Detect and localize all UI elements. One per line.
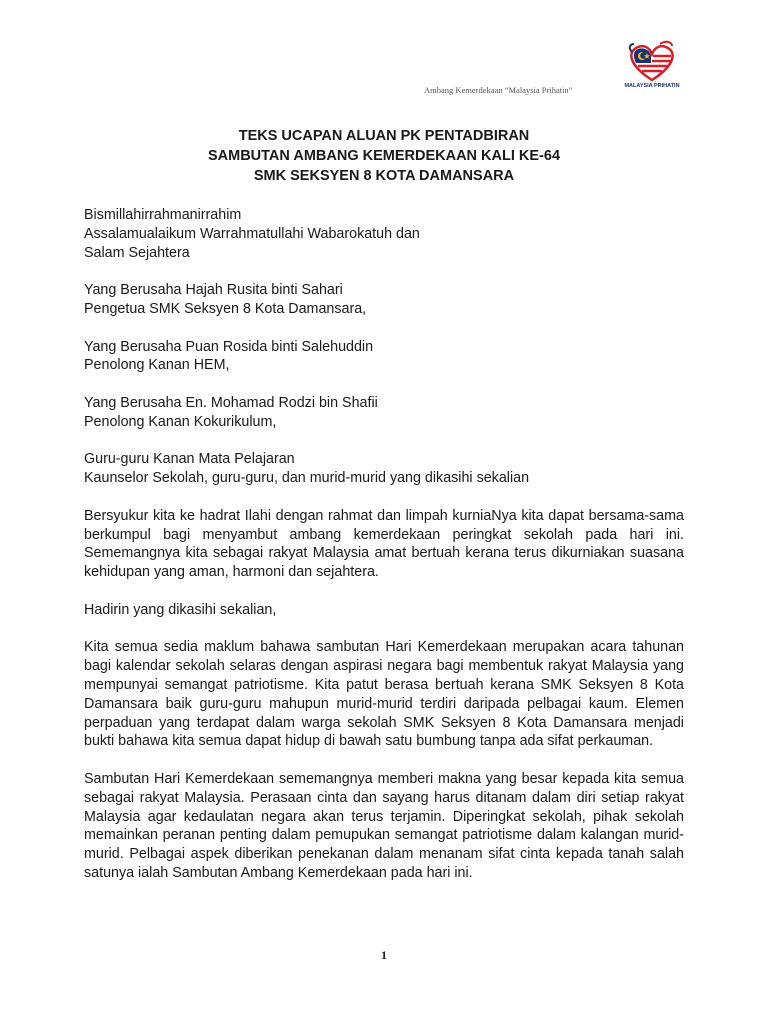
salutation-block [84, 394, 684, 432]
salutation-block [84, 338, 684, 376]
page-number: 1 [381, 948, 387, 962]
body-paragraph: Sambutan Hari Kemerdekaan sememangnya memberi makna yang besar kepada kita semua sebagai rakyat Malaysia. Perasaan cinta dan sayang harus ditanam dalam diri setiap rakyat Malaysia agar kedaulatan negara akan terus terjamin. Diperingkat sekolah, pihak sekolah memainkan peranan penting dalam pemupukan semangat patriotisme dalam kalangan murid-murid. Pelbagai aspek diberikan penekanan dalam menanam sifat cinta kepada tanah salah satunya ialah Sambutan Ambang Kemerdekaan pada hari ini. [84, 770, 684, 881]
salutation-block [84, 281, 684, 319]
document-title [0, 126, 768, 186]
heart-flag-icon [616, 38, 688, 98]
greeting-line-3: Salam Sejahtera [84, 244, 190, 261]
body-paragraph: Hadirin yang dikasihi sekalian, [84, 601, 277, 618]
title-line-3: SMK SEKSYEN 8 KOTA DAMANSARA [253, 168, 515, 184]
salutation-role: Penolong Kanan Kokurikulum, [84, 413, 277, 430]
salutation-name: Yang Berusaha Puan Rosida binti Salehuddin [84, 338, 374, 355]
title-line-1: TEKS UCAPAN ALUAN PK PENTADBIRAN [238, 128, 530, 144]
speech-body [84, 206, 684, 901]
logo-text: MALAYSIA PRIHATIN [624, 83, 680, 89]
greeting-line-2: Assalamualaikum Warrahmatullahi Wabarokatuh dan [84, 225, 420, 242]
greeting-line-1: Bismillahirrahmanirrahim [84, 207, 242, 223]
salutation-block [84, 450, 684, 488]
greeting-block [84, 206, 684, 262]
title-line-2: SAMBUTAN AMBANG KEMERDEKAAN KALI KE-64 [207, 148, 561, 164]
body-paragraph: Bersyukur kita ke hadrat Ilahi dengan rahmat dan limpah kurniaNya kita dapat bersama-sama berkumpul bagi menyambut ambang kemerdekaan peringkat sekolah pada hari ini. Sememangnya kita sebagai rakyat Malaysia amat bertuah kerana terus dikurniakan suasana kehidupan yang aman, harmoni dan sejahtera. [84, 507, 684, 581]
body-paragraph: Kita semua sedia maklum bahawa sambutan Hari Kemerdekaan merupakan acara tahunan bagi kalendar sekolah selaras dengan aspirasi negara bagi membentuk rakyat Malaysia yang mempunyai semangat patriotisme. Kita patut berasa bertuah kerana SMK Seksyen 8 Kota Damansara baik guru-guru mahupun murid-murid terdiri daripada pelbagai kaum. Elemen perpaduan yang terdapat dalam warga sekolah SMK Seksyen 8 Kota Damansara menjadi bukti bahawa kita semua dapat hidup di bawah satu bumbung tanpa ada sifat perkauman. [84, 639, 684, 750]
malaysia-prihatin-logo [616, 38, 688, 98]
salutation-role: Kaunselor Sekolah, guru-guru, dan murid-murid yang dikasihi sekalian [84, 470, 530, 487]
salutation-role: Pengetua SMK Seksyen 8 Kota Damansara, [84, 300, 367, 317]
salutation-name: Yang Berusaha Hajah Rusita binti Sahari [84, 282, 343, 299]
salutation-name: Yang Berusaha En. Mohamad Rodzi bin Shafii [84, 394, 378, 411]
header-note: Ambang Kemerdekaan “Malaysia Prihatin” [424, 85, 573, 95]
salutation-name: Guru-guru Kanan Mata Pelajaran [84, 451, 295, 468]
salutation-role: Penolong Kanan HEM, [84, 357, 230, 374]
